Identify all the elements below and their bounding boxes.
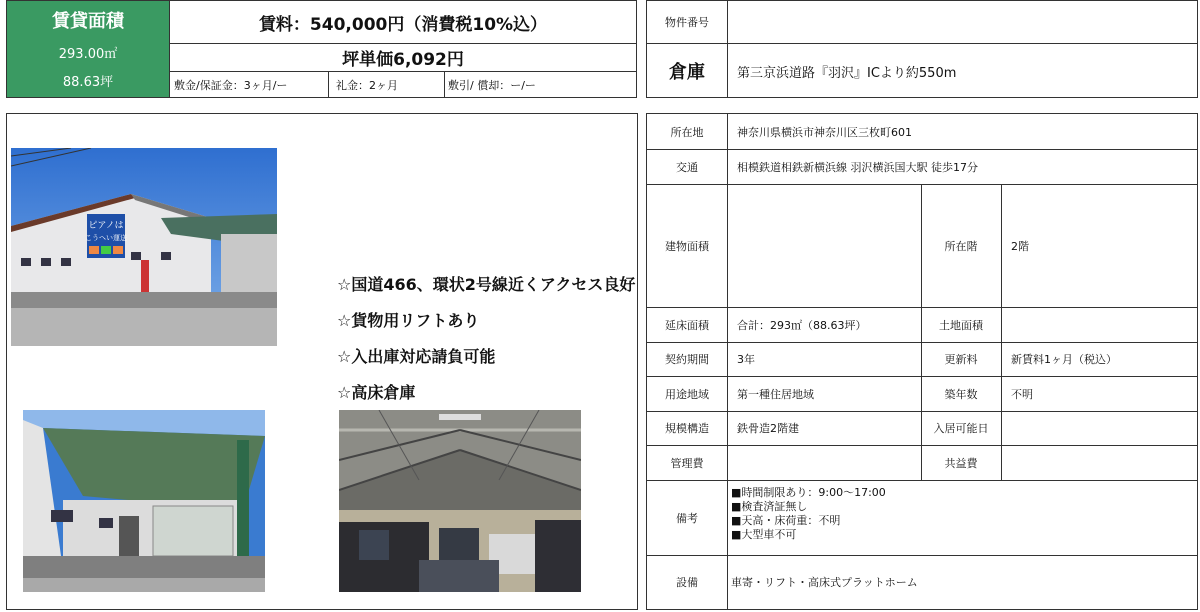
photo-panel	[6, 113, 638, 610]
zoning-label: 用途地域	[665, 387, 709, 401]
area-tsubo: 88.63坪	[62, 75, 114, 90]
age-value: 不明	[1011, 387, 1033, 401]
area-title: 賃貸面積	[52, 11, 124, 32]
property-type: 倉庫	[669, 62, 705, 83]
move-in-label: 入居可能日	[933, 422, 989, 435]
management-fee-label: 管理費	[670, 456, 704, 470]
property-details-table	[646, 113, 1198, 610]
deduction: 敷引/ 償却：ー/ー	[448, 78, 536, 92]
loading-dock-photo	[23, 410, 265, 592]
property-id-label: 物件番号	[665, 16, 709, 29]
warehouse-interior-photo	[339, 410, 581, 592]
age-label: 築年数	[944, 387, 978, 401]
renewal-label: 更新料	[944, 353, 978, 366]
sign-line1: ピアノは	[88, 221, 124, 231]
area-m2: 293.00㎡	[58, 47, 118, 62]
key-money: 礼金：2ヶ月	[336, 78, 398, 92]
divider	[647, 480, 1197, 481]
feature-item: ☆貨物用リフトあり	[337, 311, 480, 330]
feature-item: ☆高床倉庫	[337, 383, 416, 402]
common-fee-value	[1001, 445, 1197, 480]
floor-label: 所在階	[944, 239, 978, 253]
building-area-value	[727, 184, 921, 307]
structure-label: 規模構造	[665, 422, 709, 435]
sign-line2: こうへい運送	[85, 234, 127, 242]
rent-main: 賃料：540,000円（消費税10%込）	[258, 14, 548, 35]
contract-label: 契約期間	[665, 353, 709, 366]
building-area-label: 建物面積	[665, 239, 709, 253]
remarks-item: ■大型車不可	[731, 528, 797, 541]
access-note: 第三京浜道路『羽沢』ICより約550m	[737, 65, 957, 81]
move-in-value	[1001, 411, 1197, 445]
warehouse-exterior-photo	[11, 148, 277, 346]
feature-list	[337, 274, 637, 418]
rent-panel	[169, 0, 637, 98]
equipment-value: 車寄・リフト・高床式プラットホーム	[731, 576, 918, 589]
contract-value: 3年	[737, 353, 755, 366]
deposit: 敷金/保証金：3ヶ月/ー	[174, 78, 288, 92]
land-area-label: 土地面積	[939, 318, 983, 332]
property-id-value	[727, 1, 1197, 43]
property-header	[646, 0, 1198, 98]
renewal-value: 新賃料1ヶ月（税込）	[1011, 353, 1117, 366]
land-area-value	[1001, 307, 1197, 342]
floor-value: 2階	[1011, 239, 1029, 253]
remarks-item: ■検査済証無し	[731, 500, 808, 513]
total-floor-label: 延床面積	[665, 318, 709, 332]
management-fee-value	[727, 445, 921, 480]
remarks-item: ■天高・床荷重：不明	[731, 514, 841, 527]
feature-item: ☆国道466、環状2号線近くアクセス良好	[337, 275, 636, 294]
remarks-item: ■時間制限あり：9:00～17:00	[731, 486, 886, 499]
zoning-value: 第一種住居地域	[737, 387, 814, 401]
location-label: 所在地	[670, 125, 704, 139]
rent-unit-price: 坪単価6,092円	[342, 49, 464, 70]
area-summary	[6, 0, 170, 98]
remarks-list	[727, 486, 1197, 555]
total-floor-value: 合計：293㎡（88.63坪）	[737, 318, 867, 332]
transport-value: 相模鉄道相鉄新横浜線 羽沢横浜国大駅 徒歩17分	[737, 160, 978, 174]
feature-item: ☆入出庫対応請負可能	[337, 347, 496, 366]
equipment-label: 設備	[676, 576, 698, 589]
structure-value: 鉄骨造2階建	[737, 422, 799, 435]
transport-label: 交通	[676, 160, 698, 174]
location-value: 神奈川県横浜市神奈川区三枚町601	[737, 125, 912, 139]
remarks-label: 備考	[676, 511, 698, 525]
common-fee-label: 共益費	[944, 456, 978, 470]
